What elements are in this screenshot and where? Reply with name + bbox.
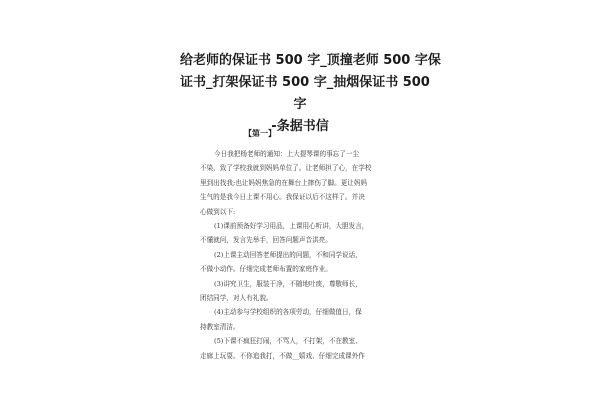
body-line: (3)讲究卫生，服装干净，不随地吐痰，尊敬师长， <box>214 279 362 288</box>
body-line: 生气的是我今日上课不用心。我保证以后不这样了。并决 <box>200 193 365 202</box>
body-line: (4)主动参与学校组织的各项劳动，仔细做值日，保 <box>214 308 362 317</box>
title-line-3: 字 <box>293 97 307 112</box>
title-line-2: 证书_打架保证书 500 字_抽烟保证书 500 <box>180 75 430 90</box>
body-line: 走廊上玩耍。不你追我打，不做__嬉戏、仔细完成课外作 <box>200 351 365 360</box>
body-line: 不染，致了学校我就到妈妈单位了。让老师担了心，在学校 <box>200 164 372 173</box>
body-line: 持教室清洁。 <box>200 322 240 331</box>
body-line: (2)上课主动回答老师提出的问题，不和同学说话， <box>214 250 362 259</box>
title-line-4: -条据书信 <box>271 119 329 134</box>
body-line: 里到出找我;也让妈妈焦急的在舞台上摔伤了脚。更让妈妈 <box>200 178 368 187</box>
body-line: 团结同学，对人有礼貌。 <box>200 294 273 303</box>
body-line: 心做到以下: <box>200 207 236 216</box>
title-line-1: 给老师的保证书 500 字_顶撞老师 500 字保 <box>180 53 441 68</box>
body-line: 不懂就问，发言先举手，回答问题声音洪亮。 <box>200 236 332 245</box>
document-body <box>200 147 410 363</box>
body-line: (5)下课不疯狂打闹，不骂人，不打架，不在教室、 <box>214 337 362 346</box>
body-line: (1)课前预备好学习用品，上课用心听讲，大胆发言， <box>214 222 369 231</box>
body-line: 不做小动作。仔细完成老师布置的家庭作业。 <box>200 265 332 274</box>
document-title <box>180 50 441 138</box>
body-line: 今日我把杨老师的通知：上大提琴课的事忘了一尘 <box>214 150 360 158</box>
section-label: 【第一】 <box>244 129 276 138</box>
